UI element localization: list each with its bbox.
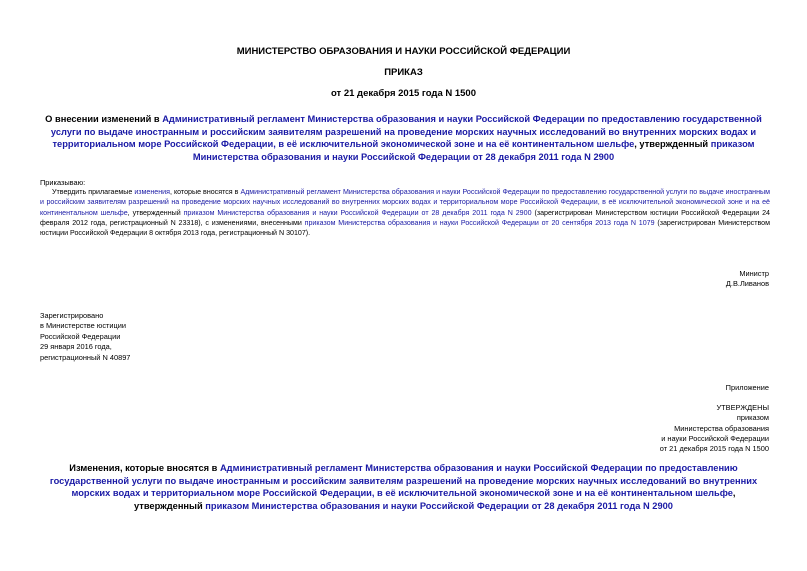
order-title [40,113,767,163]
registration-line: в Министерстве юстиции [40,321,127,331]
approval-block [660,403,769,454]
body-text-2: , которые вносятся в [169,188,241,196]
title-link-order-2900[interactable]: приказом Министерства образования и науки Российской Федерации от 28 декабря 2011 года N 2900 [192,139,755,162]
registration-line: регистрационный N 40897 [40,352,131,362]
changes-title-text-2: , утвержденный [134,488,736,511]
changes-title-text-1: Изменения, которые вносятся в [69,463,220,473]
changes-title [40,462,767,512]
body-text-4: (зарегистрирован Министерством юстиции Российской Федерации 24 февраля 2012 года, регистрационный N 23318), с изменениями, внесенными [40,208,771,227]
appendix-label: Приложение [725,383,769,392]
order-date-number: от 21 декабря 2015 года N 1500 [330,88,476,99]
body-link-changes[interactable]: изменения [134,188,170,196]
registration-block [40,311,130,363]
signer-name: Д.В.Ливанов [725,279,769,288]
approval-line: Министерства образования [674,423,769,433]
body-link-order-1079[interactable]: приказом Министерства образования и науки Российской Федерации от 20 сентября 2013 года N 1079 [304,218,655,227]
approval-line: приказом [736,413,769,423]
changes-title-link-reglament[interactable]: Административный регламент Министерства образования и науки Российской Федерации по предоставлению государственной услуги по выдаче иностранным и российским заявителям разрешений на проведение морских научных исследований во внутренних морских водах и территориальном море Российской Федерации, в её исключительной экономической зоне и на её континентальном шельфе [49,463,758,499]
title-text-2: , утвержденный [634,139,711,150]
title-text-1: О внесении изменений в [45,114,163,124]
ministry-heading: МИНИСТЕРСТВО ОБРАЗОВАНИЯ И НАУКИ РОССИЙСКОЙ ФЕДЕРАЦИИ [236,46,571,57]
registration-line: Зарегистрировано [40,311,104,320]
title-link-reglament[interactable]: Административный регламент Министерства образования и науки Российской Федерации по предоставлению государственной услуги по выдаче иностранным и российским заявителям разрешений на проведение морских научных исследований во внутренних морских водах и территориальном море Российской Федерации, в её исключительной экономической зоне и на её континентальном шельфе [50,114,762,150]
approval-line: от 21 декабря 2015 года N 1500 [659,444,769,454]
body-text-3: , утвержденный [127,208,184,217]
body-text-1: Утвердить прилагаемые [52,188,135,196]
body-link-order-2900[interactable]: приказом Министерства образования и науки Российской Федерации от 28 декабря 2011 года N 2900 [183,208,532,217]
body-text-5: (зарегистрирован Министерством юстиции Российской Федерации 8 октября 2013 года, регистрационный N 30107). [40,218,770,238]
changes-title-link-order-2900[interactable]: приказом Министерства образования и науки Российской Федерации от 28 декабря 2011 года N 2900 [205,500,673,511]
decree-label: Приказываю: [40,178,86,187]
registration-line: 29 января 2016 года, [40,342,112,352]
body-link-reglament[interactable]: Административный регламент Министерства образования и науки Российской Федерации по предоставлению государственной услуги по выдаче иностранным и российским заявителям разрешений на проведение морских научных исследований во внутренних морских водах и территориальном море Российской Федерации, в её исключительной экономической зоне и на её континентальном шельфе [40,188,770,217]
approval-heading: УТВЕРЖДЕНЫ [716,403,769,412]
registration-line: Российской Федерации [40,331,121,341]
document-type: ПРИКАЗ [384,67,423,78]
order-body [40,187,770,238]
signer-position: Министр [739,269,769,278]
approval-line: и науки Российской Федерации [661,433,769,443]
